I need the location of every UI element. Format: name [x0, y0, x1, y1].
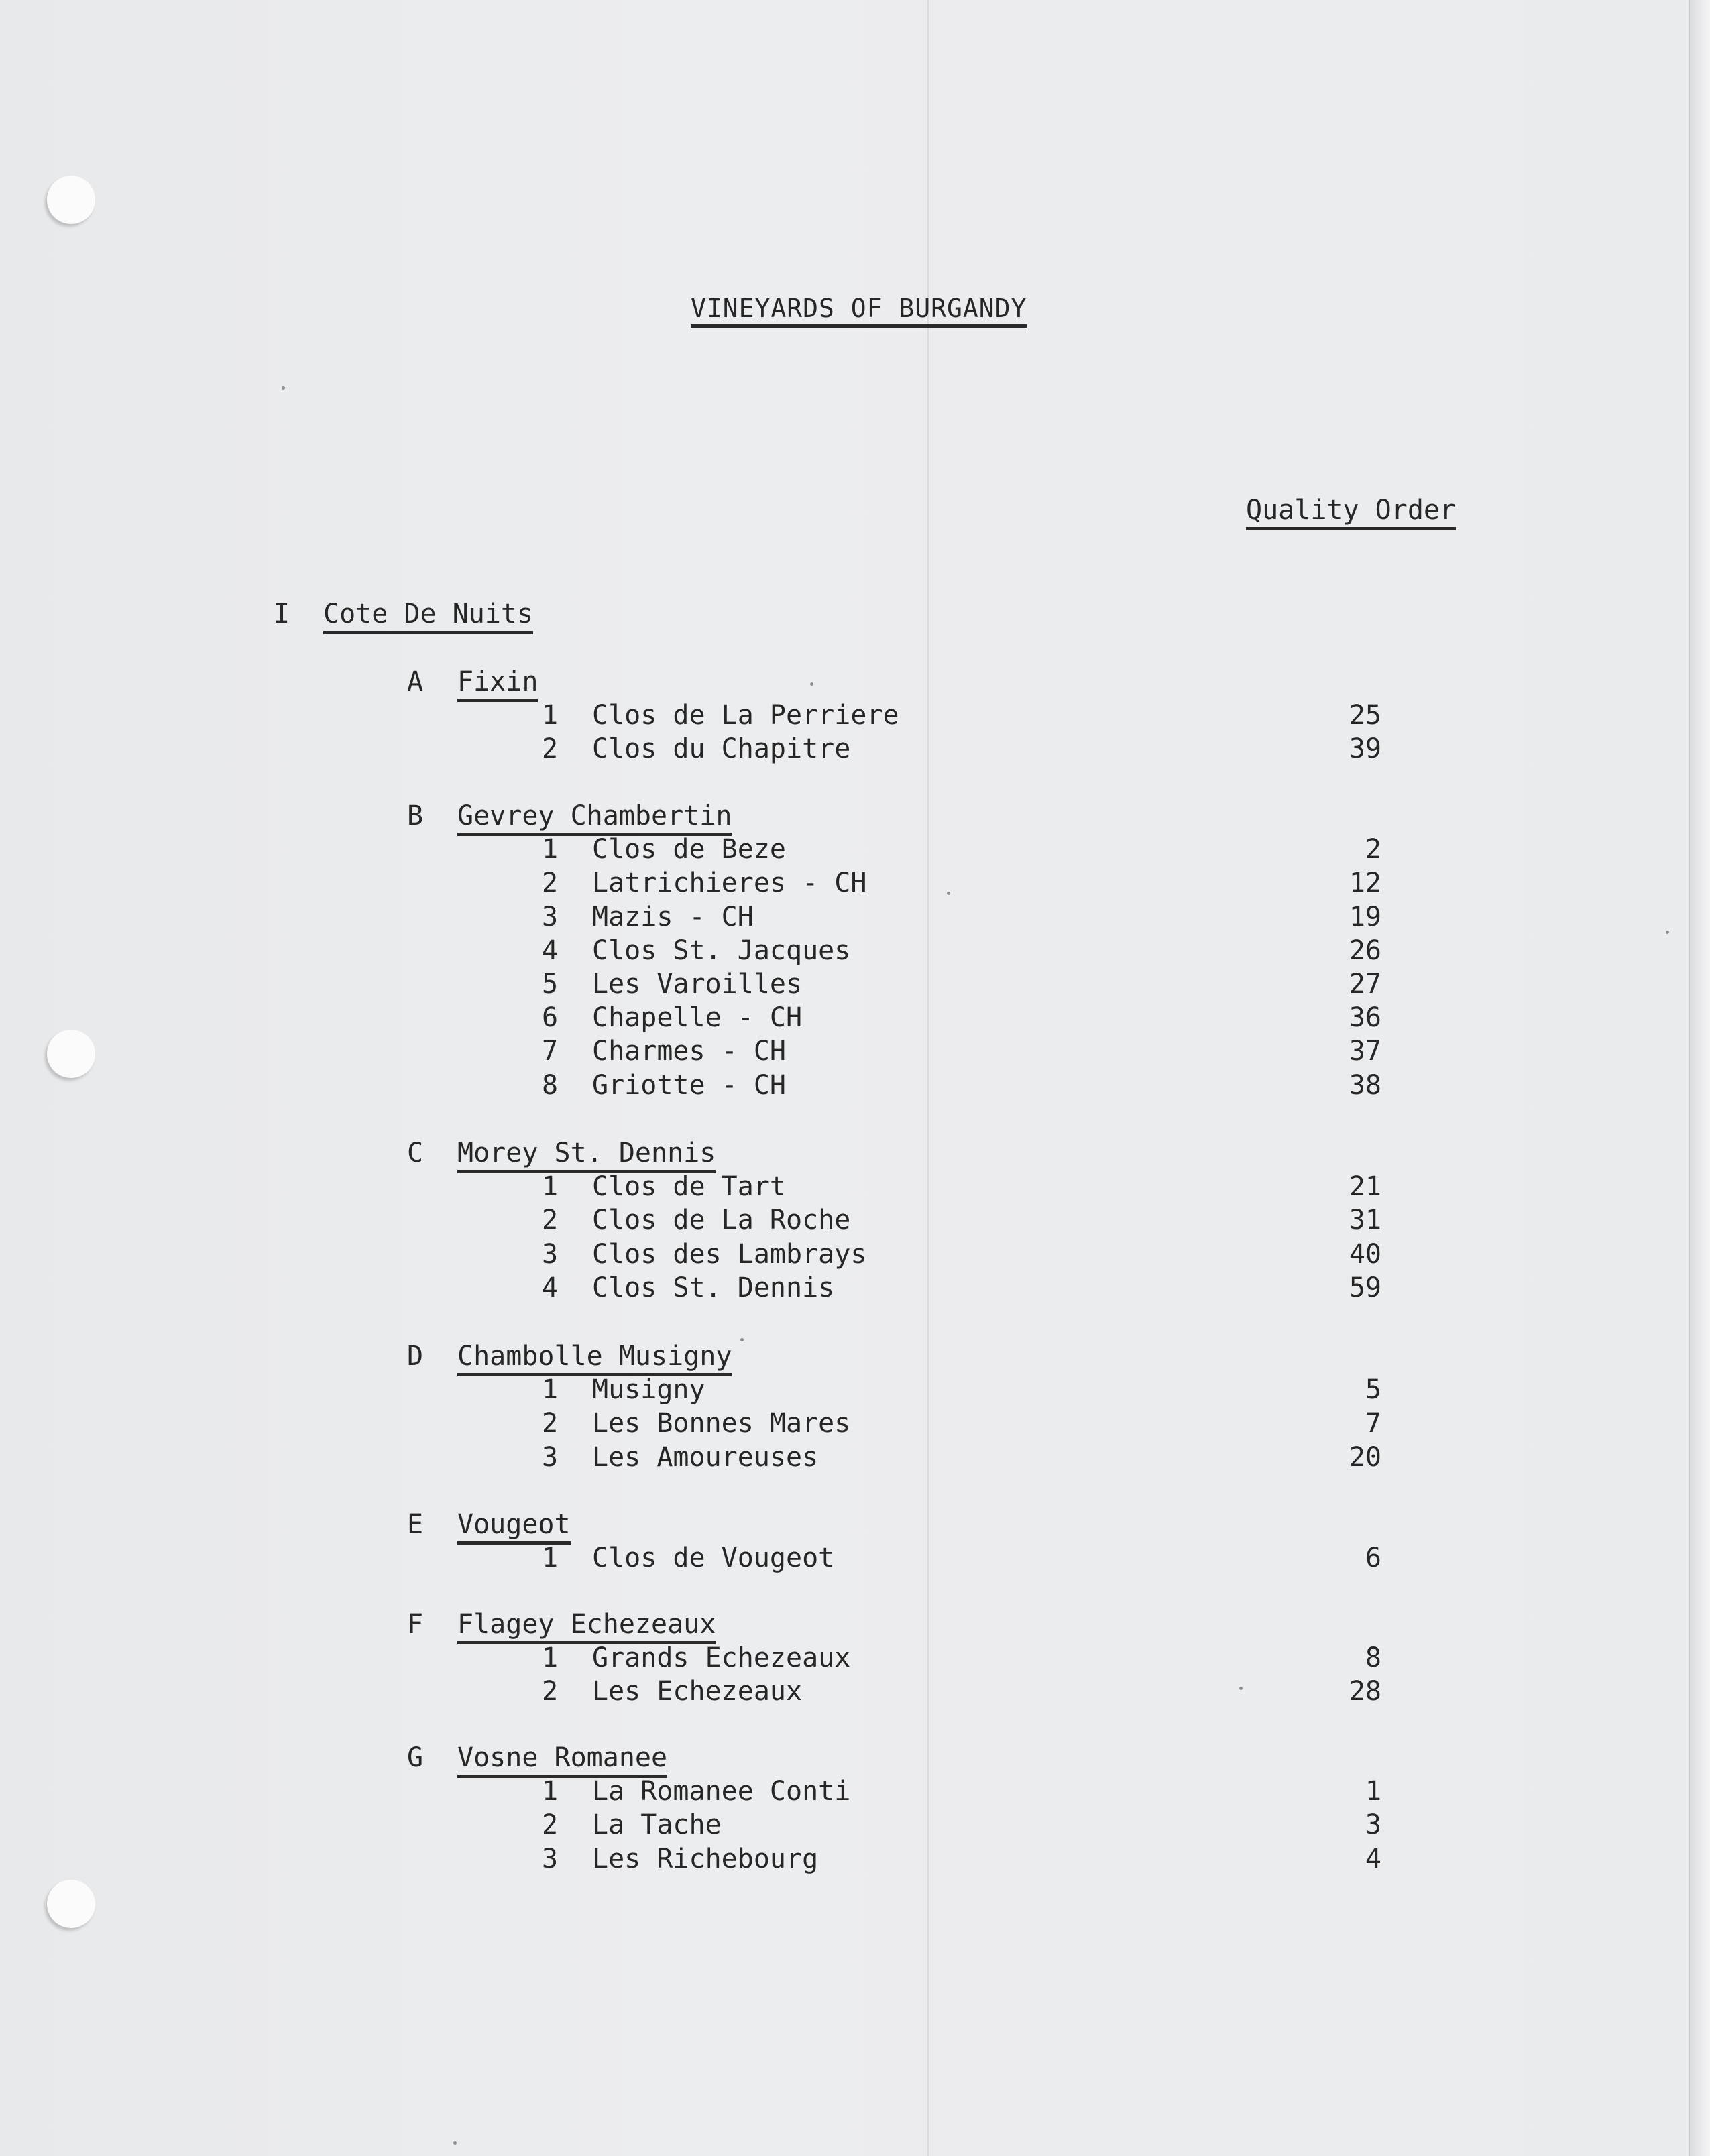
vineyard-name: Clos de La Perriere: [592, 700, 899, 731]
paper-speck: [810, 682, 813, 686]
quality-rank: 26: [1349, 935, 1381, 966]
quality-rank: 8: [1365, 1642, 1381, 1673]
paper-speck: [282, 386, 285, 390]
quality-rank: 12: [1349, 867, 1381, 898]
subsection-heading: Morey St. Dennis: [457, 1137, 716, 1169]
vineyard-name: La Romanee Conti: [592, 1776, 851, 1807]
vineyard-number: 1: [542, 1543, 559, 1573]
vineyard-name: Clos St. Jacques: [592, 935, 851, 966]
subsection-letter: C: [407, 1138, 424, 1169]
vineyard-number: 2: [542, 733, 559, 764]
vineyard-name: Les Echezeaux: [592, 1676, 803, 1707]
vineyard-number: 3: [542, 902, 559, 933]
punch-hole-bottom: [47, 1880, 95, 1928]
vineyard-number: 3: [542, 1844, 559, 1874]
vineyard-name: Les Richebourg: [592, 1844, 819, 1874]
quality-rank: 4: [1365, 1844, 1381, 1874]
paper-speck: [1239, 1687, 1243, 1690]
vineyard-name: La Tache: [592, 1809, 722, 1840]
vineyard-name: Clos des Lambrays: [592, 1239, 867, 1270]
vineyard-name: Musigny: [592, 1374, 705, 1405]
vineyard-name: Griotte - CH: [592, 1070, 786, 1101]
vineyard-name: Clos du Chapitre: [592, 733, 851, 764]
section-numeral: I: [274, 599, 290, 630]
vineyard-number: 5: [542, 969, 559, 1000]
vineyard-number: 2: [542, 1676, 559, 1707]
subsection-heading: Vosne Romanee: [457, 1742, 667, 1774]
quality-rank: 6: [1365, 1543, 1381, 1573]
vineyard-number: 3: [542, 1442, 559, 1473]
subsection-letter: E: [407, 1509, 424, 1540]
subsection-letter: A: [407, 666, 424, 697]
quality-rank: 21: [1349, 1171, 1381, 1202]
vineyard-number: 1: [542, 1776, 559, 1807]
vineyard-name: Les Bonnes Mares: [592, 1408, 851, 1439]
subsection-heading: Flagey Echezeaux: [457, 1608, 716, 1640]
quality-order-header: Quality Order: [1246, 495, 1456, 526]
vineyard-number: 1: [542, 1374, 559, 1405]
punch-hole-middle: [47, 1030, 95, 1078]
vineyard-name: Les Varoilles: [592, 969, 803, 1000]
subsection-heading: Vougeot: [457, 1508, 571, 1541]
vineyard-name: Les Amoureuses: [592, 1442, 819, 1473]
subsection-heading: Gevrey Chambertin: [457, 800, 732, 832]
vineyard-name: Chapelle - CH: [592, 1002, 803, 1033]
page-title: VINEYARDS OF BURGANDY: [691, 294, 1027, 323]
quality-rank: 7: [1365, 1408, 1381, 1439]
paper-speck: [740, 1338, 744, 1341]
vineyard-number: 1: [542, 834, 559, 865]
vineyard-name: Mazis - CH: [592, 902, 754, 933]
vineyard-name: Clos de Beze: [592, 834, 786, 865]
quality-rank: 40: [1349, 1239, 1381, 1270]
vineyard-number: 2: [542, 1408, 559, 1439]
vineyard-number: 8: [542, 1070, 559, 1101]
quality-rank: 39: [1349, 733, 1381, 764]
vineyard-name: Clos de Tart: [592, 1171, 786, 1202]
vineyard-name: Clos St. Dennis: [592, 1272, 835, 1303]
vineyard-name: Clos de Vougeot: [592, 1543, 835, 1573]
vineyard-number: 2: [542, 1205, 559, 1236]
subsection-heading: Fixin: [457, 666, 538, 698]
subsection-letter: G: [407, 1742, 424, 1773]
quality-rank: 28: [1349, 1676, 1381, 1707]
vineyard-number: 1: [542, 1171, 559, 1202]
vineyard-name: Latrichieres - CH: [592, 867, 867, 898]
vineyard-number: 6: [542, 1002, 559, 1033]
section-heading: Cote De Nuits: [323, 599, 533, 630]
quality-rank: 27: [1349, 969, 1381, 1000]
punch-hole-top: [47, 176, 95, 224]
quality-rank: 36: [1349, 1002, 1381, 1033]
vineyard-number: 1: [542, 700, 559, 731]
quality-rank: 5: [1365, 1374, 1381, 1405]
quality-rank: 3: [1365, 1809, 1381, 1840]
subsection-letter: D: [407, 1341, 424, 1372]
vineyard-name: Clos de La Roche: [592, 1205, 851, 1236]
vineyard-number: 2: [542, 1809, 559, 1840]
vineyard-number: 1: [542, 1642, 559, 1673]
subsection-heading: Chambolle Musigny: [457, 1340, 732, 1372]
quality-rank: 37: [1349, 1036, 1381, 1067]
subsection-letter: F: [407, 1609, 424, 1640]
page-edge: [1689, 0, 1710, 2156]
vineyard-name: Grands Echezeaux: [592, 1642, 851, 1673]
quality-rank: 31: [1349, 1205, 1381, 1236]
quality-rank: 38: [1349, 1070, 1381, 1101]
quality-rank: 25: [1349, 700, 1381, 731]
quality-rank: 1: [1365, 1776, 1381, 1807]
vineyard-name: Charmes - CH: [592, 1036, 786, 1067]
quality-rank: 19: [1349, 902, 1381, 933]
vineyard-number: 3: [542, 1239, 559, 1270]
quality-rank: 59: [1349, 1272, 1381, 1303]
quality-rank: 2: [1365, 834, 1381, 865]
paper-speck: [453, 2141, 457, 2145]
subsection-letter: B: [407, 800, 424, 831]
paper-speck: [947, 892, 950, 895]
quality-rank: 20: [1349, 1442, 1381, 1473]
vineyard-number: 2: [542, 867, 559, 898]
vineyard-number: 4: [542, 1272, 559, 1303]
vineyard-number: 7: [542, 1036, 559, 1067]
paper-speck: [1666, 931, 1669, 934]
vineyard-number: 4: [542, 935, 559, 966]
